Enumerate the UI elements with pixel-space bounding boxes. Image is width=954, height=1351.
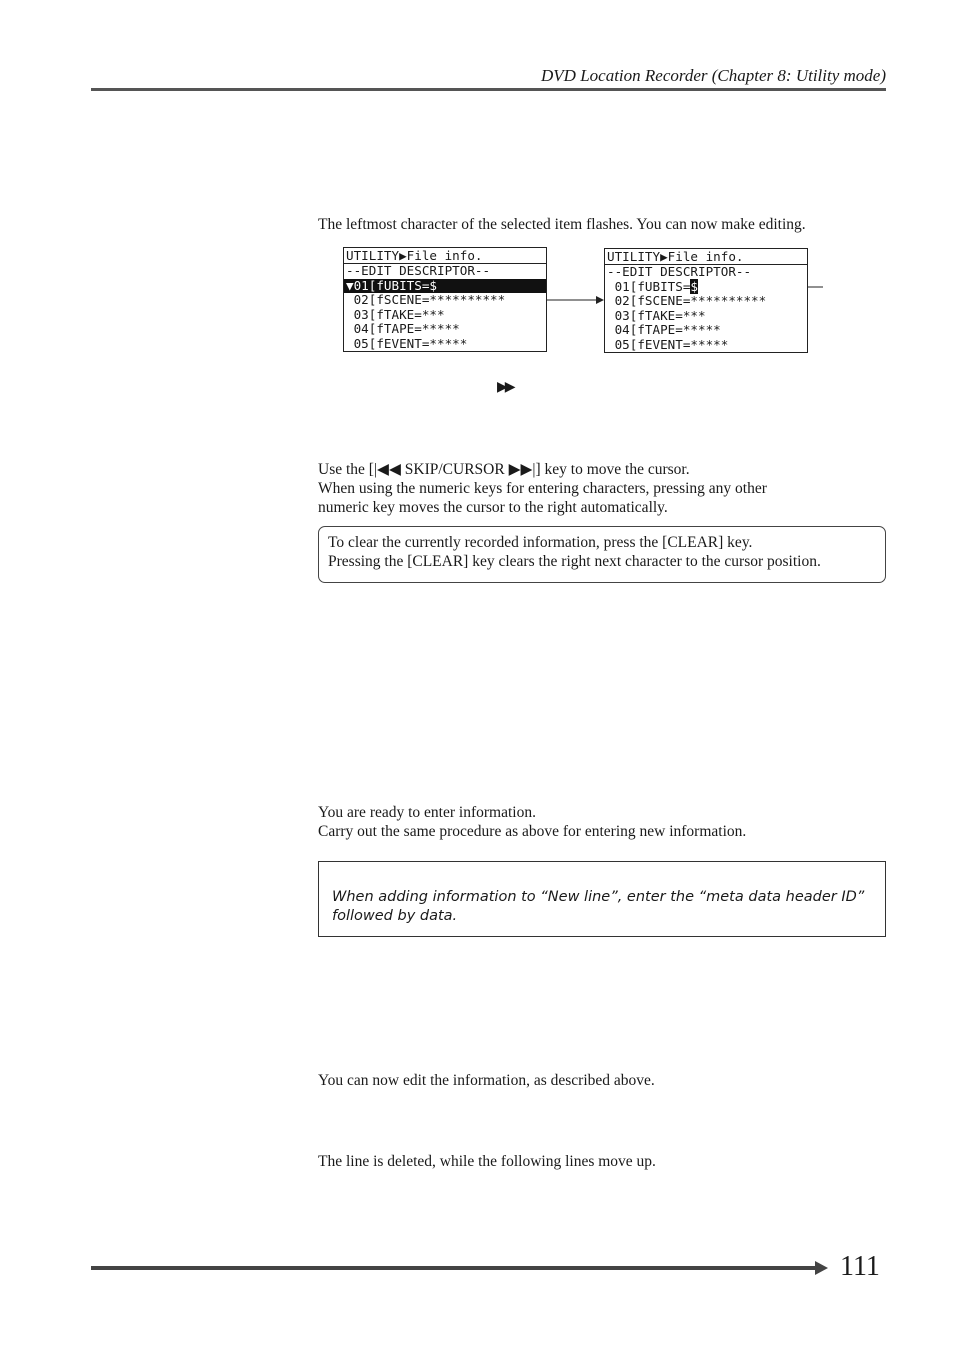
page-number: 111: [840, 1251, 880, 1282]
note-line: To clear the currently recorded information, press the [CLEAR] key.: [328, 534, 753, 551]
lcd-line: 02[fSCENE=**********: [346, 292, 506, 307]
lcd-line: 04[fTAPE=*****: [607, 322, 721, 337]
footer-rule: [91, 1266, 816, 1270]
fast-forward-icon: ▶▶: [497, 379, 513, 395]
new-line-text: Carry out the same procedure as above for entering new information.: [318, 823, 747, 840]
cursor-char: $: [690, 278, 698, 294]
lcd-line: --EDIT DESCRIPTOR--: [607, 264, 752, 279]
lcd-line: --EDIT DESCRIPTOR--: [346, 263, 491, 278]
new-line-text: You are ready to enter information.: [318, 804, 536, 821]
footer-arrow-icon: [815, 1261, 828, 1275]
lcd-line-selected: ▼01[fUBITS=$: [344, 279, 546, 294]
lcd-screen-after: [604, 248, 808, 353]
lcd-title: UTILITY▶File info.: [605, 249, 807, 265]
tip-line: When adding information to “New line”, enter the “meta data header ID”: [332, 889, 865, 905]
lcd-title: UTILITY▶File info.: [344, 248, 546, 264]
lcd-line: 03[fTAKE=***: [607, 307, 706, 323]
lcd-line-cursor: [605, 280, 807, 295]
lcd-screen-before: [343, 247, 547, 352]
cursor-text-line: Use the [|◀◀ SKIP/CURSOR ▶▶|] key to move the cursor.: [318, 461, 690, 478]
tip-line: followed by data.: [332, 908, 458, 924]
new-line-paragraph: [318, 803, 746, 841]
header-rule: [91, 88, 886, 91]
edit-line-text: You can now edit the information, as described above.: [318, 1072, 655, 1089]
cursor-paragraph: [318, 460, 767, 517]
edit-line-paragraph: [318, 1071, 655, 1090]
lcd-line: 03[fTAKE=***: [346, 306, 445, 322]
new-line-tip-box: [318, 861, 886, 937]
lcd-line: 05[fEVENT=*****: [607, 336, 729, 352]
running-header: DVD Location Recorder (Chapter 8: Utility mode): [541, 66, 886, 85]
edit-intro-paragraph: [318, 215, 806, 234]
lcd-line: 04[fTAPE=*****: [346, 321, 460, 336]
cursor-text-line: numeric key moves the cursor to the right automatically.: [318, 499, 668, 516]
edit-intro-text: The leftmost character of the selected item flashes. You can now make editing.: [318, 216, 806, 233]
lcd-line-text: 01[fUBITS=: [607, 278, 691, 294]
lcd-line: 05[fEVENT=*****: [346, 335, 468, 351]
cursor-text-line: When using the numeric keys for entering characters, pressing any other: [318, 480, 767, 497]
note-line: Pressing the [CLEAR] key clears the right next character to the cursor position.: [328, 553, 821, 570]
transition-arrow: [546, 292, 606, 308]
clear-note-box: [318, 526, 886, 583]
lcd-line: 02[fSCENE=**********: [607, 293, 767, 308]
delete-line-paragraph: [318, 1152, 656, 1171]
delete-line-text: The line is deleted, while the following lines move up.: [318, 1153, 656, 1170]
